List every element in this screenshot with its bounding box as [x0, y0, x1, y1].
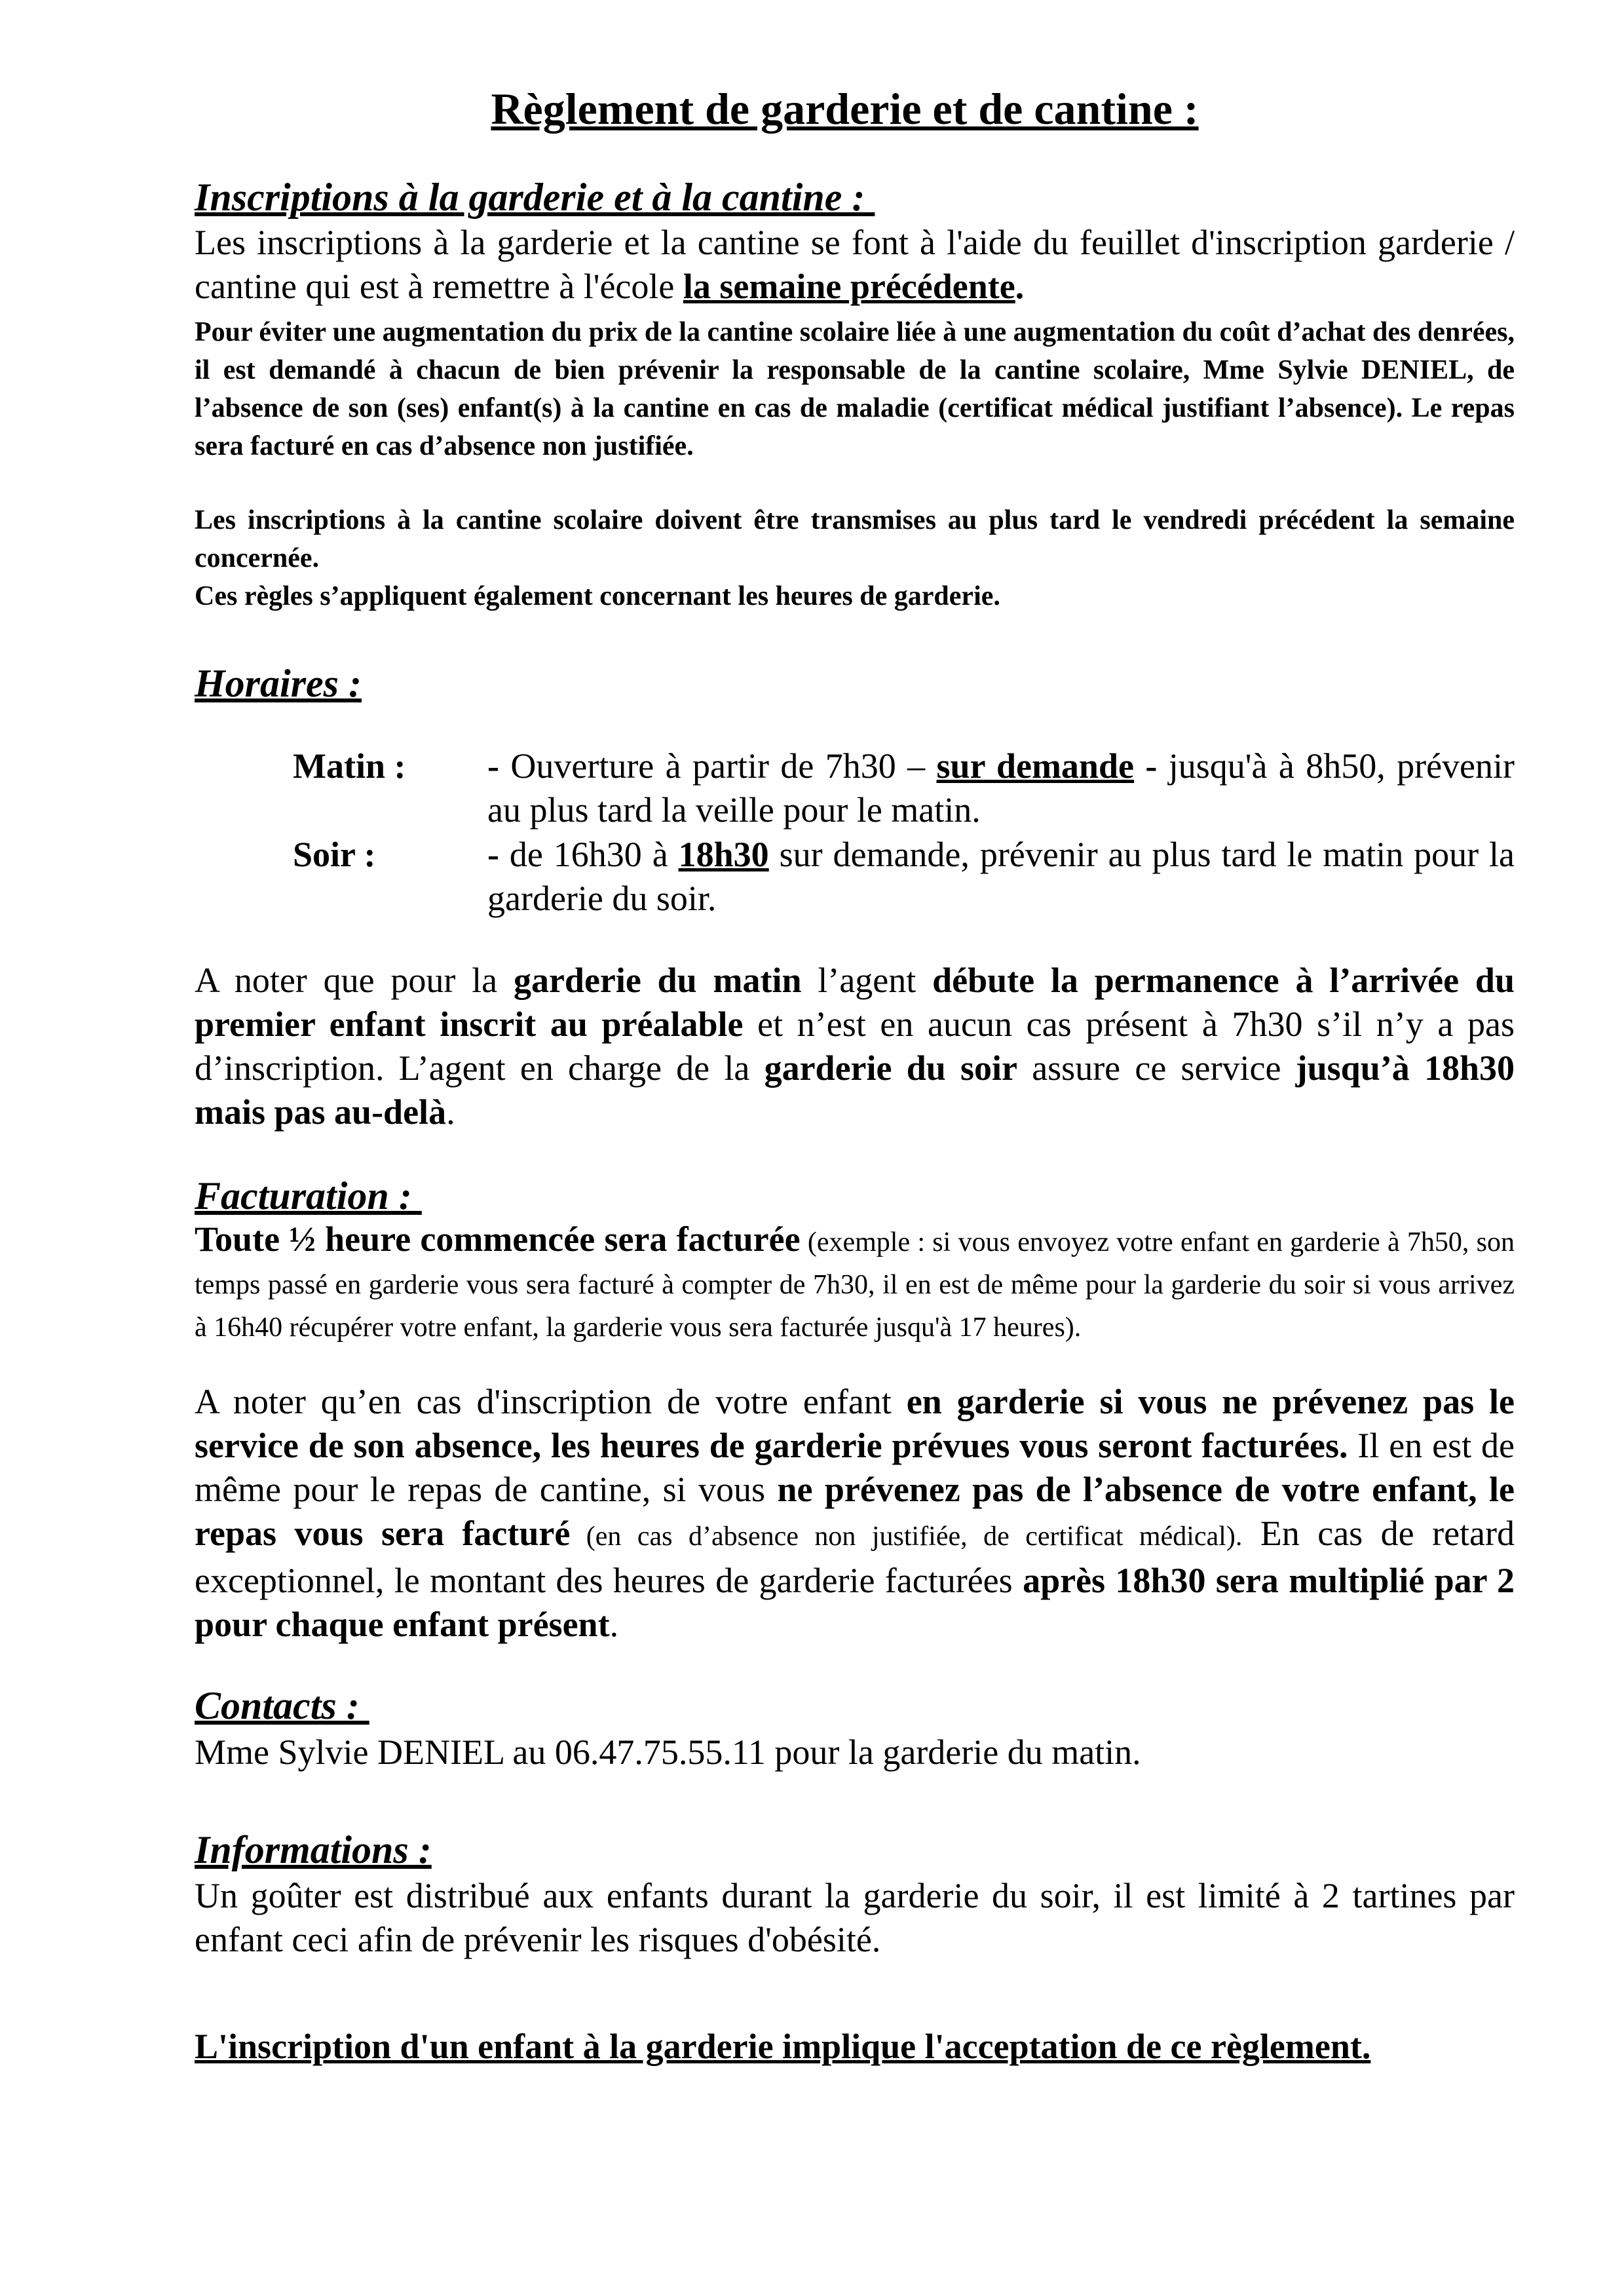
- horaires-note: A noter que pour la garderie du matin l’agent débute la permanence à l’arrivée du premier enfant inscrit au préalable et n’est en aucun cas présent à 7h30 s’il n’y a pas d’inscription. L’agent en charge de la garderie du soir assure ce service jusqu’à 18h30 mais pas au-delà.: [195, 961, 1515, 1132]
- inscriptions-paragraph-3: Les inscriptions à la cantine scolaire doivent être transmises au plus tard le vendredi précédent la semaine concernée.: [195, 505, 1515, 573]
- facturation-paragraph-2: A noter qu’en cas d'inscription de votre enfant en garderie si vous ne prévenez pas le service de son absence, les heures de garderie prévues vous seront facturées. Il en est de même pour le repas de cantine, si vous ne prévenez pas de l’absence de votre enfant, le repas vous sera facturé (en cas d’absence non justifiée, de certificat médical). En cas de retard exceptionnel, le montant des heures de garderie facturées après 18h30 sera multiplié par 2 pour chaque enfant présent.: [195, 1382, 1515, 1644]
- heading-contacts: Contacts :: [195, 1684, 369, 1727]
- heading-facturation: Facturation :: [195, 1174, 422, 1217]
- facturation-paragraph-1: Toute ½ heure commencée sera facturée (exemple : si vous envoyez votre enfant en garderie à 7h50, son temps passé en garderie vous sera facturé à compter de 7h30, il en est de même pour la garderie du soir si vous arrivez à 16h40 récupérer votre enfant, la garderie vous sera facturée jusqu'à 17 heures).: [195, 1219, 1515, 1343]
- schedule-text-matin: - Ouverture à partir de 7h30 – sur demande - jusqu'à à 8h50, prévenir au plus tard la veille pour le matin.: [487, 746, 1515, 830]
- schedule-label-soir: Soir :: [293, 835, 376, 874]
- contacts-text: Mme Sylvie DENIEL au 06.47.75.55.11 pour la garderie du matin.: [195, 1732, 1141, 1772]
- heading-inscriptions: Inscriptions à la garderie et à la cantine :: [195, 176, 875, 219]
- schedule-text-soir: - de 16h30 à 18h30 sur demande, prévenir au plus tard le matin pour la garderie du soir.: [487, 835, 1515, 918]
- heading-horaires: Horaires :: [195, 662, 362, 705]
- schedule-label-matin: Matin :: [293, 746, 406, 786]
- page-title: Règlement de garderie et de cantine :: [491, 84, 1199, 134]
- heading-informations: Informations :: [195, 1828, 432, 1871]
- highlight-semaine-precedente: la semaine précédente: [683, 267, 1015, 306]
- inscriptions-paragraph-4: Ces règles s’appliquent également concernant les heures de garderie.: [195, 581, 1000, 611]
- inscriptions-paragraph-2: Pour éviter une augmentation du prix de la cantine scolaire liée à une augmentation du coût d’achat des denrées, il est demandé à chacun de bien prévenir la responsable de la cantine scolaire, Mme Sylvie DENIEL, de l’absence de son (ses) enfant(s) à la cantine en cas de maladie (certificat médical justifiant l’absence). Le repas sera facturé en cas d’absence non justifiée.: [195, 317, 1515, 461]
- inscriptions-paragraph-1: Les inscriptions à la garderie et la cantine se font à l'aide du feuillet d'inscription garderie / cantine qui est à remettre à l'école la semaine précédente.: [195, 223, 1515, 306]
- informations-text: Un goûter est distribué aux enfants durant la garderie du soir, il est limité à 2 tartines par enfant ceci afin de prévenir les risques d'obésité.: [195, 1876, 1515, 1959]
- final-notice: L'inscription d'un enfant à la garderie implique l'acceptation de ce règlement.: [195, 2027, 1371, 2066]
